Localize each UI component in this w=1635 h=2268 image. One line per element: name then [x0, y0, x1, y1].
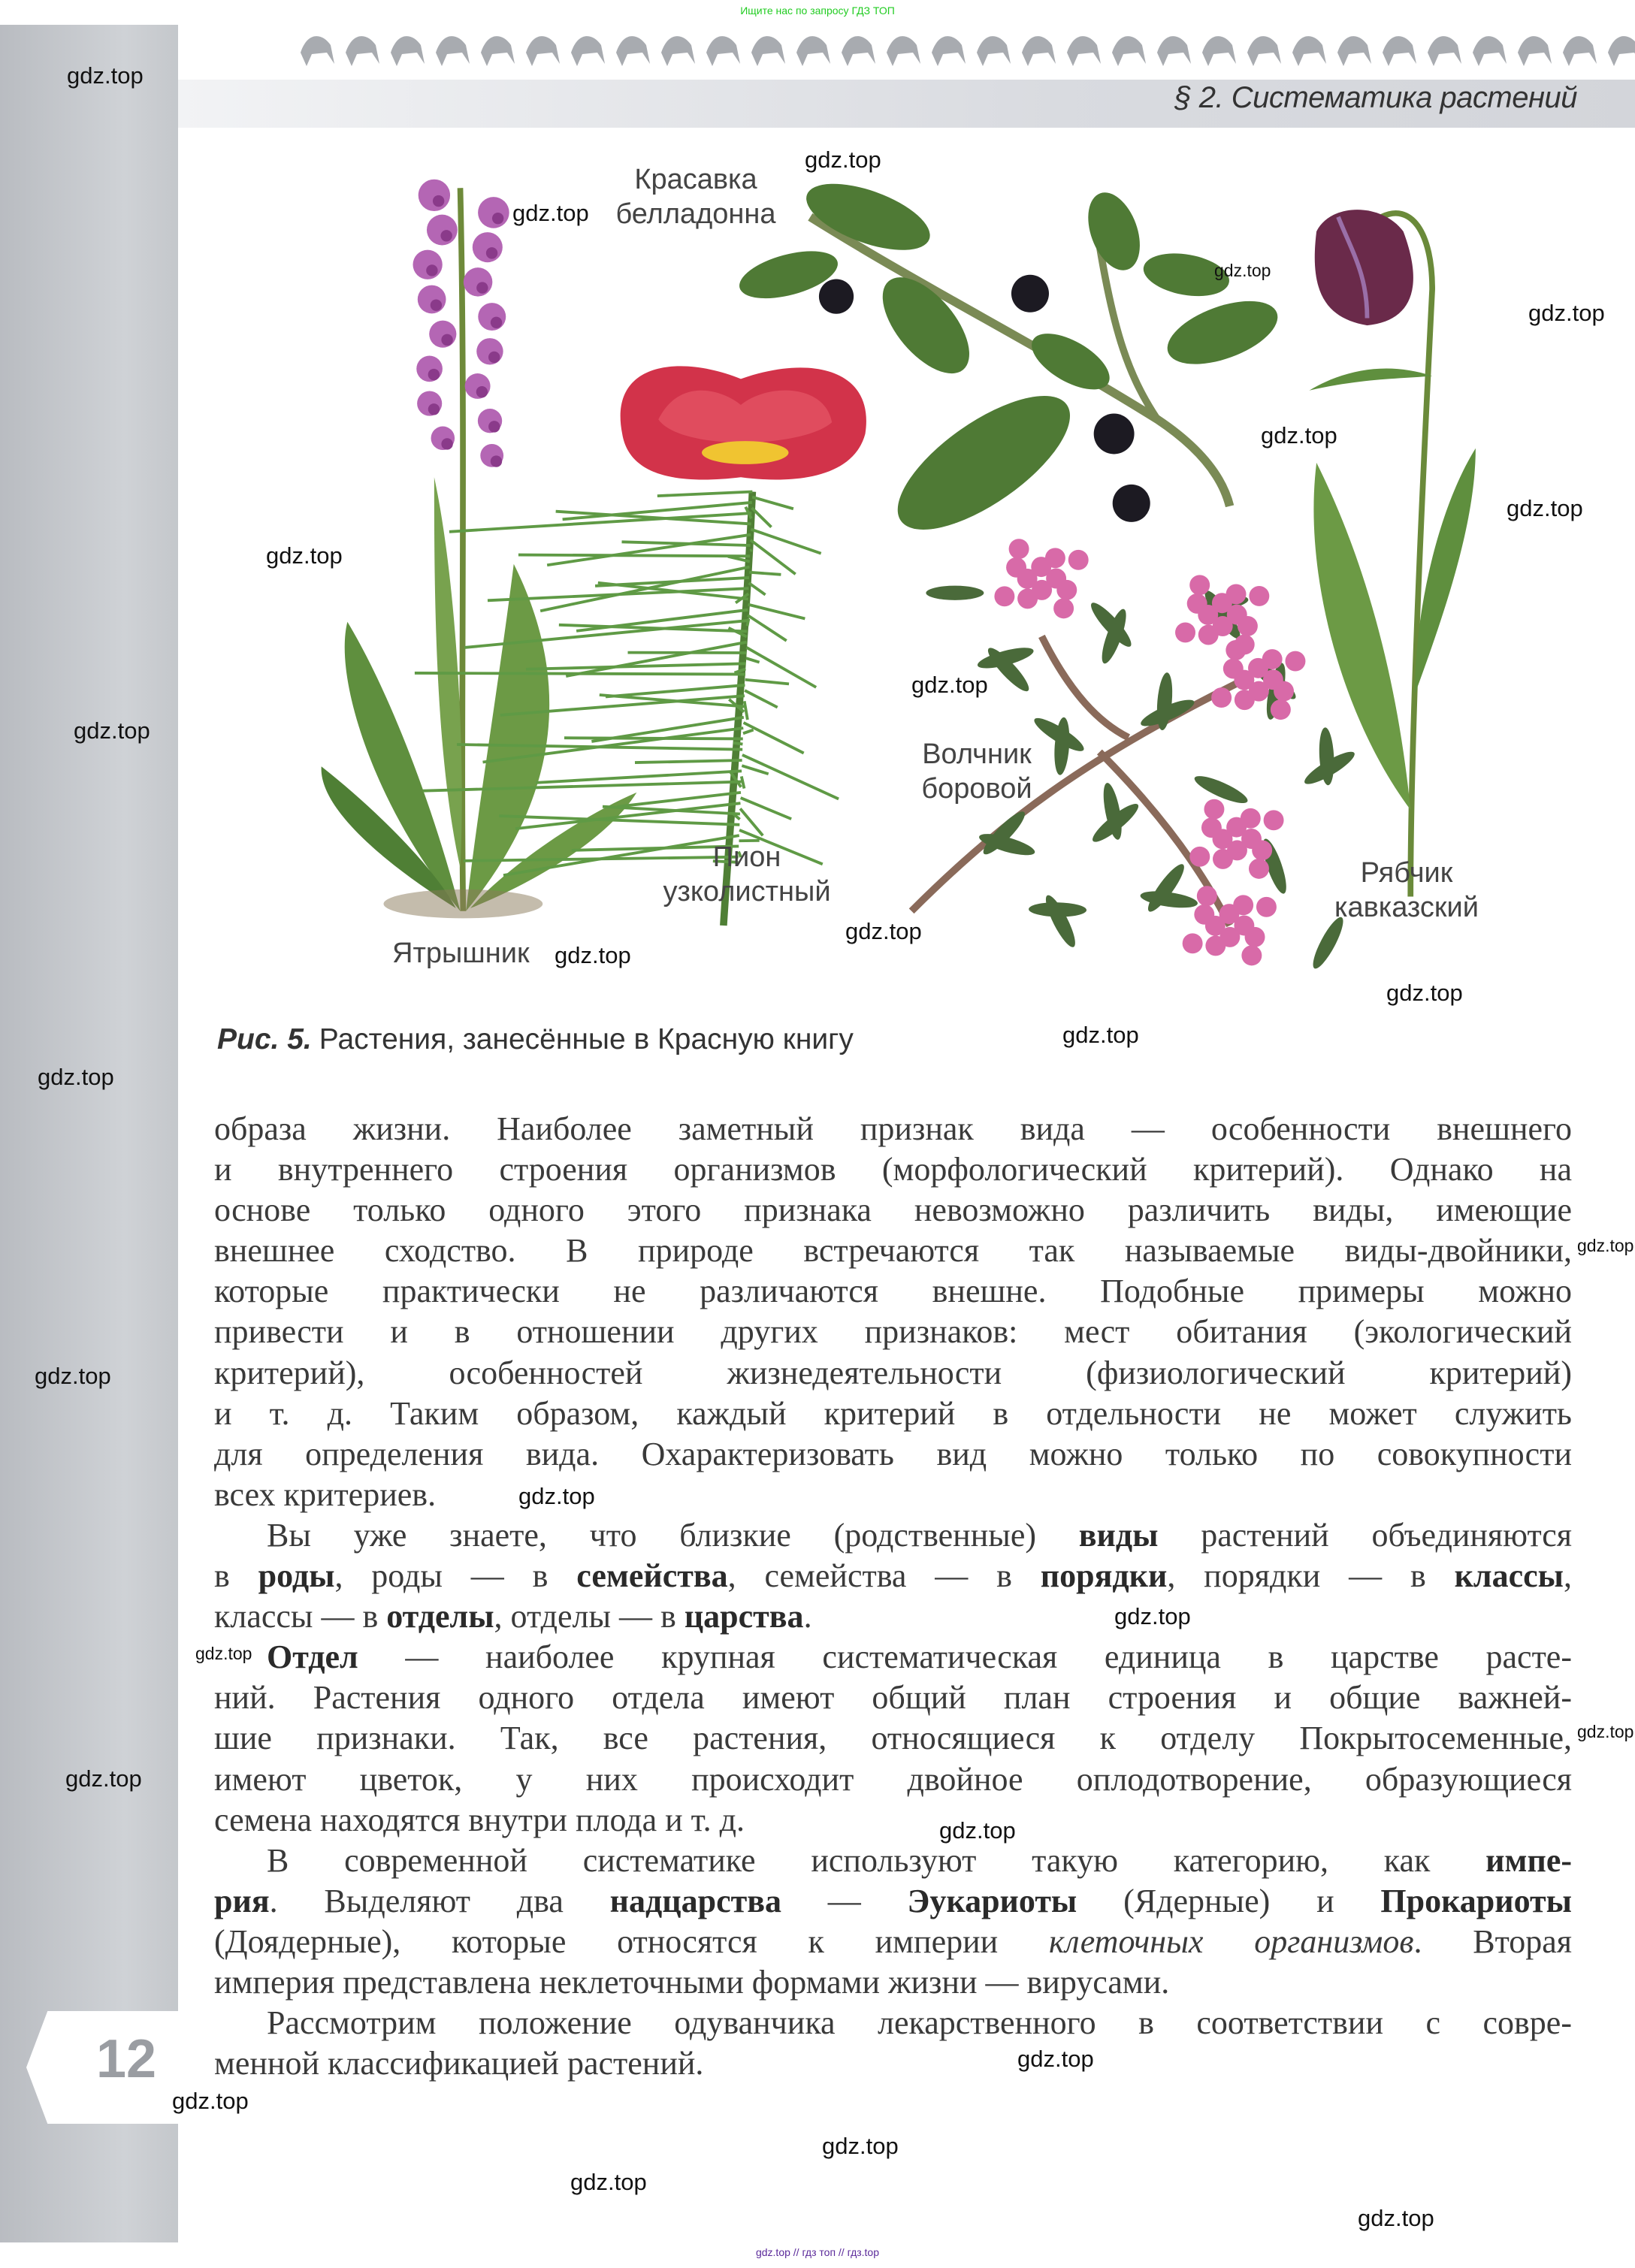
watermark: gdz.top	[939, 1817, 1016, 1844]
watermark: gdz.top	[512, 200, 589, 226]
text-run: Вы уже знаете, что близкие (родственные)	[267, 1516, 1079, 1554]
text-line	[214, 1394, 1572, 1434]
watermark: gdz.top	[1528, 300, 1605, 326]
text-run: , роды — в	[334, 1557, 577, 1595]
caption-prefix: Рис. 5.	[217, 1023, 312, 1055]
orchis-plant	[322, 180, 637, 919]
text-line	[214, 1637, 1572, 1678]
watermark: gdz.top	[74, 717, 150, 744]
bold-term: виды	[1078, 1516, 1159, 1554]
text-line	[214, 1353, 1572, 1394]
text-line	[214, 1149, 1572, 1190]
label-line: Красавка	[634, 164, 757, 195]
bold-term: Отдел	[267, 1638, 358, 1676]
label-line: Волчник	[922, 738, 1032, 770]
text-run: ,	[1564, 1557, 1573, 1595]
text-run: образа жизни. Наиболее заметный признак вида — особенности внешнего	[214, 1110, 1572, 1147]
text-line	[214, 1109, 1572, 1149]
text-line	[214, 1596, 1572, 1637]
label-line: боровой	[921, 773, 1032, 805]
text-line	[214, 1759, 1572, 1800]
bold-term: надцарства	[609, 1882, 781, 1919]
text-run: основе только одного этого признака невозможно различить виды, имеющие	[214, 1191, 1572, 1229]
bold-term: импе-	[1485, 1841, 1572, 1879]
text-run: , семейства — в	[727, 1557, 1041, 1595]
text-run: ний. Растения одного отдела имеют общий план строения и общие важней-	[214, 1679, 1572, 1717]
watermark: gdz.top	[1261, 422, 1337, 448]
text-run: всех критериев.	[214, 1475, 437, 1513]
label-fritillaria	[1309, 856, 1504, 925]
watermark: gdz.top	[266, 542, 343, 569]
text-run: .	[803, 1598, 812, 1635]
watermark: gdz.top	[1507, 495, 1583, 521]
text-run: менной классификацией растений.	[214, 2045, 704, 2082]
label-line: Пион	[712, 841, 781, 873]
bold-term: роды	[258, 1557, 335, 1595]
watermark: gdz.top	[845, 918, 922, 944]
label-line: белладонна	[615, 198, 776, 230]
text-run: (Ядерные) и	[1077, 1882, 1381, 1919]
text-run: имеют цветок, у них происходит двойное оплодотворение, образующиеся	[214, 1760, 1572, 1798]
text-line	[214, 1556, 1572, 1596]
belladonna-plant	[734, 171, 1286, 554]
watermark: gdz.top	[1114, 1603, 1191, 1629]
text-line	[214, 1475, 1572, 1515]
watermark: gdz.top	[65, 1765, 142, 1792]
bold-term: царства	[684, 1598, 804, 1635]
figure-caption	[217, 1023, 854, 1056]
watermark: gdz.top	[1017, 2046, 1094, 2072]
section-title: § 2. Систематика растений	[1174, 81, 1577, 114]
text-run: —	[781, 1882, 908, 1919]
text-line	[214, 1231, 1572, 1271]
label-line: кавказский	[1334, 892, 1479, 923]
text-run: . Выделяют два	[269, 1882, 610, 1919]
watermark: gdz.top	[35, 1363, 111, 1389]
watermark: gdz.top	[911, 672, 988, 698]
label-daphne	[879, 737, 1074, 806]
text-run: классы — в	[214, 1598, 387, 1635]
text-line	[214, 1678, 1572, 1718]
caption-text: Растения, занесённые в Красную книгу	[319, 1023, 854, 1055]
watermark: gdz.top	[1577, 1236, 1634, 1255]
text-run: внешнее сходство. В природе встречаются так называемые виды-двойники,	[214, 1232, 1572, 1270]
watermark: gdz.top	[822, 2133, 899, 2159]
label-peony	[649, 840, 845, 909]
watermark: gdz.top	[172, 2088, 249, 2114]
watermark: gdz.top	[1386, 980, 1463, 1006]
watermark: gdz.top	[38, 1064, 114, 1090]
label-line: узколистный	[663, 876, 831, 908]
text-run: и т. д. Таким образом, каждый критерий в отдельности не может служить	[214, 1394, 1572, 1432]
text-run: привести и в отношении других признаков: мест обитания (экологический	[214, 1313, 1572, 1351]
text-run: и внутреннего строения организмов (морфологический критерий). Однако на	[214, 1151, 1572, 1188]
text-run: , отделы — в	[494, 1598, 685, 1635]
bold-term: отделы	[386, 1598, 494, 1635]
text-line	[214, 1922, 1572, 1962]
top-note: Ищите нас по запросу ГДЗ ТОП	[740, 5, 895, 17]
bold-term: рия	[214, 1882, 270, 1919]
text-run: критерий), особенностей жизнедеятельности (физиологический критерий)	[214, 1354, 1572, 1391]
bold-term: Эукариоты	[907, 1882, 1077, 1919]
text-run: которые практически не различаются внешне. Подобные примеры можно	[214, 1273, 1572, 1310]
fritillaria-plant	[1310, 210, 1476, 896]
body-text	[214, 1109, 1572, 2084]
text-line	[214, 1841, 1572, 1881]
text-line	[214, 1962, 1572, 2003]
watermark: gdz.top	[518, 1483, 595, 1509]
text-run: в	[214, 1557, 258, 1595]
text-line	[214, 1312, 1572, 1352]
watermark: gdz.top	[1358, 2205, 1434, 2231]
label-line: Рябчик	[1360, 857, 1453, 889]
text-run: семена находятся внутри плода и т. д.	[214, 1801, 745, 1838]
text-run: . Вторая	[1413, 1922, 1573, 1960]
watermark: gdz.top	[805, 146, 881, 173]
text-run: , порядки — в	[1167, 1557, 1455, 1595]
label-orchis: Ятрышник	[392, 938, 530, 969]
watermark: gdz.top	[555, 942, 631, 968]
italic-term: клеточных организмов	[1048, 1922, 1414, 1960]
text-line	[214, 1881, 1572, 1922]
text-line	[214, 1718, 1572, 1759]
watermark: gdz.top	[1577, 1722, 1634, 1741]
text-run: В современной систематике используют такую категорию, как	[267, 1841, 1486, 1879]
watermark: gdz.top	[195, 1644, 252, 1663]
text-run: (Доядерные), которые относятся к империи	[214, 1922, 1049, 1960]
text-run: шие признаки. Так, все растения, относящиеся к отделу Покрытосеменные,	[214, 1720, 1572, 1757]
bold-term: Прокариоты	[1380, 1882, 1572, 1919]
watermark: gdz.top	[570, 2169, 647, 2195]
text-line	[214, 2003, 1572, 2043]
bold-term: семейства	[576, 1557, 728, 1595]
text-line	[214, 2043, 1572, 2084]
bottom-note: gdz.top // гдз топ // гдз.top	[755, 2246, 880, 2258]
text-run: — наиболее крупная систематическая единица в царстве расте-	[358, 1638, 1572, 1676]
watermark: gdz.top	[1062, 1022, 1139, 1048]
text-line	[214, 1800, 1572, 1841]
text-run: империя представлена неклеточными формами жизни — вирусами.	[214, 1963, 1170, 2001]
bold-term: порядки	[1040, 1557, 1168, 1595]
text-run: для определения вида. Охарактеризовать вид можно только по совокупности	[214, 1435, 1572, 1472]
text-line	[214, 1515, 1572, 1556]
text-line	[214, 1434, 1572, 1475]
bold-term: классы	[1454, 1557, 1564, 1595]
text-run: растений объединяются	[1158, 1516, 1572, 1554]
text-line	[214, 1190, 1572, 1231]
label-belladonna	[598, 162, 793, 231]
watermark: gdz.top	[67, 62, 144, 89]
text-line	[214, 1271, 1572, 1312]
page-number: 12	[96, 2029, 157, 2089]
watermark: gdz.top	[1214, 261, 1271, 280]
text-run: Рассмотрим положение одуванчика лекарственного в соответствии с совре-	[267, 2004, 1572, 2042]
